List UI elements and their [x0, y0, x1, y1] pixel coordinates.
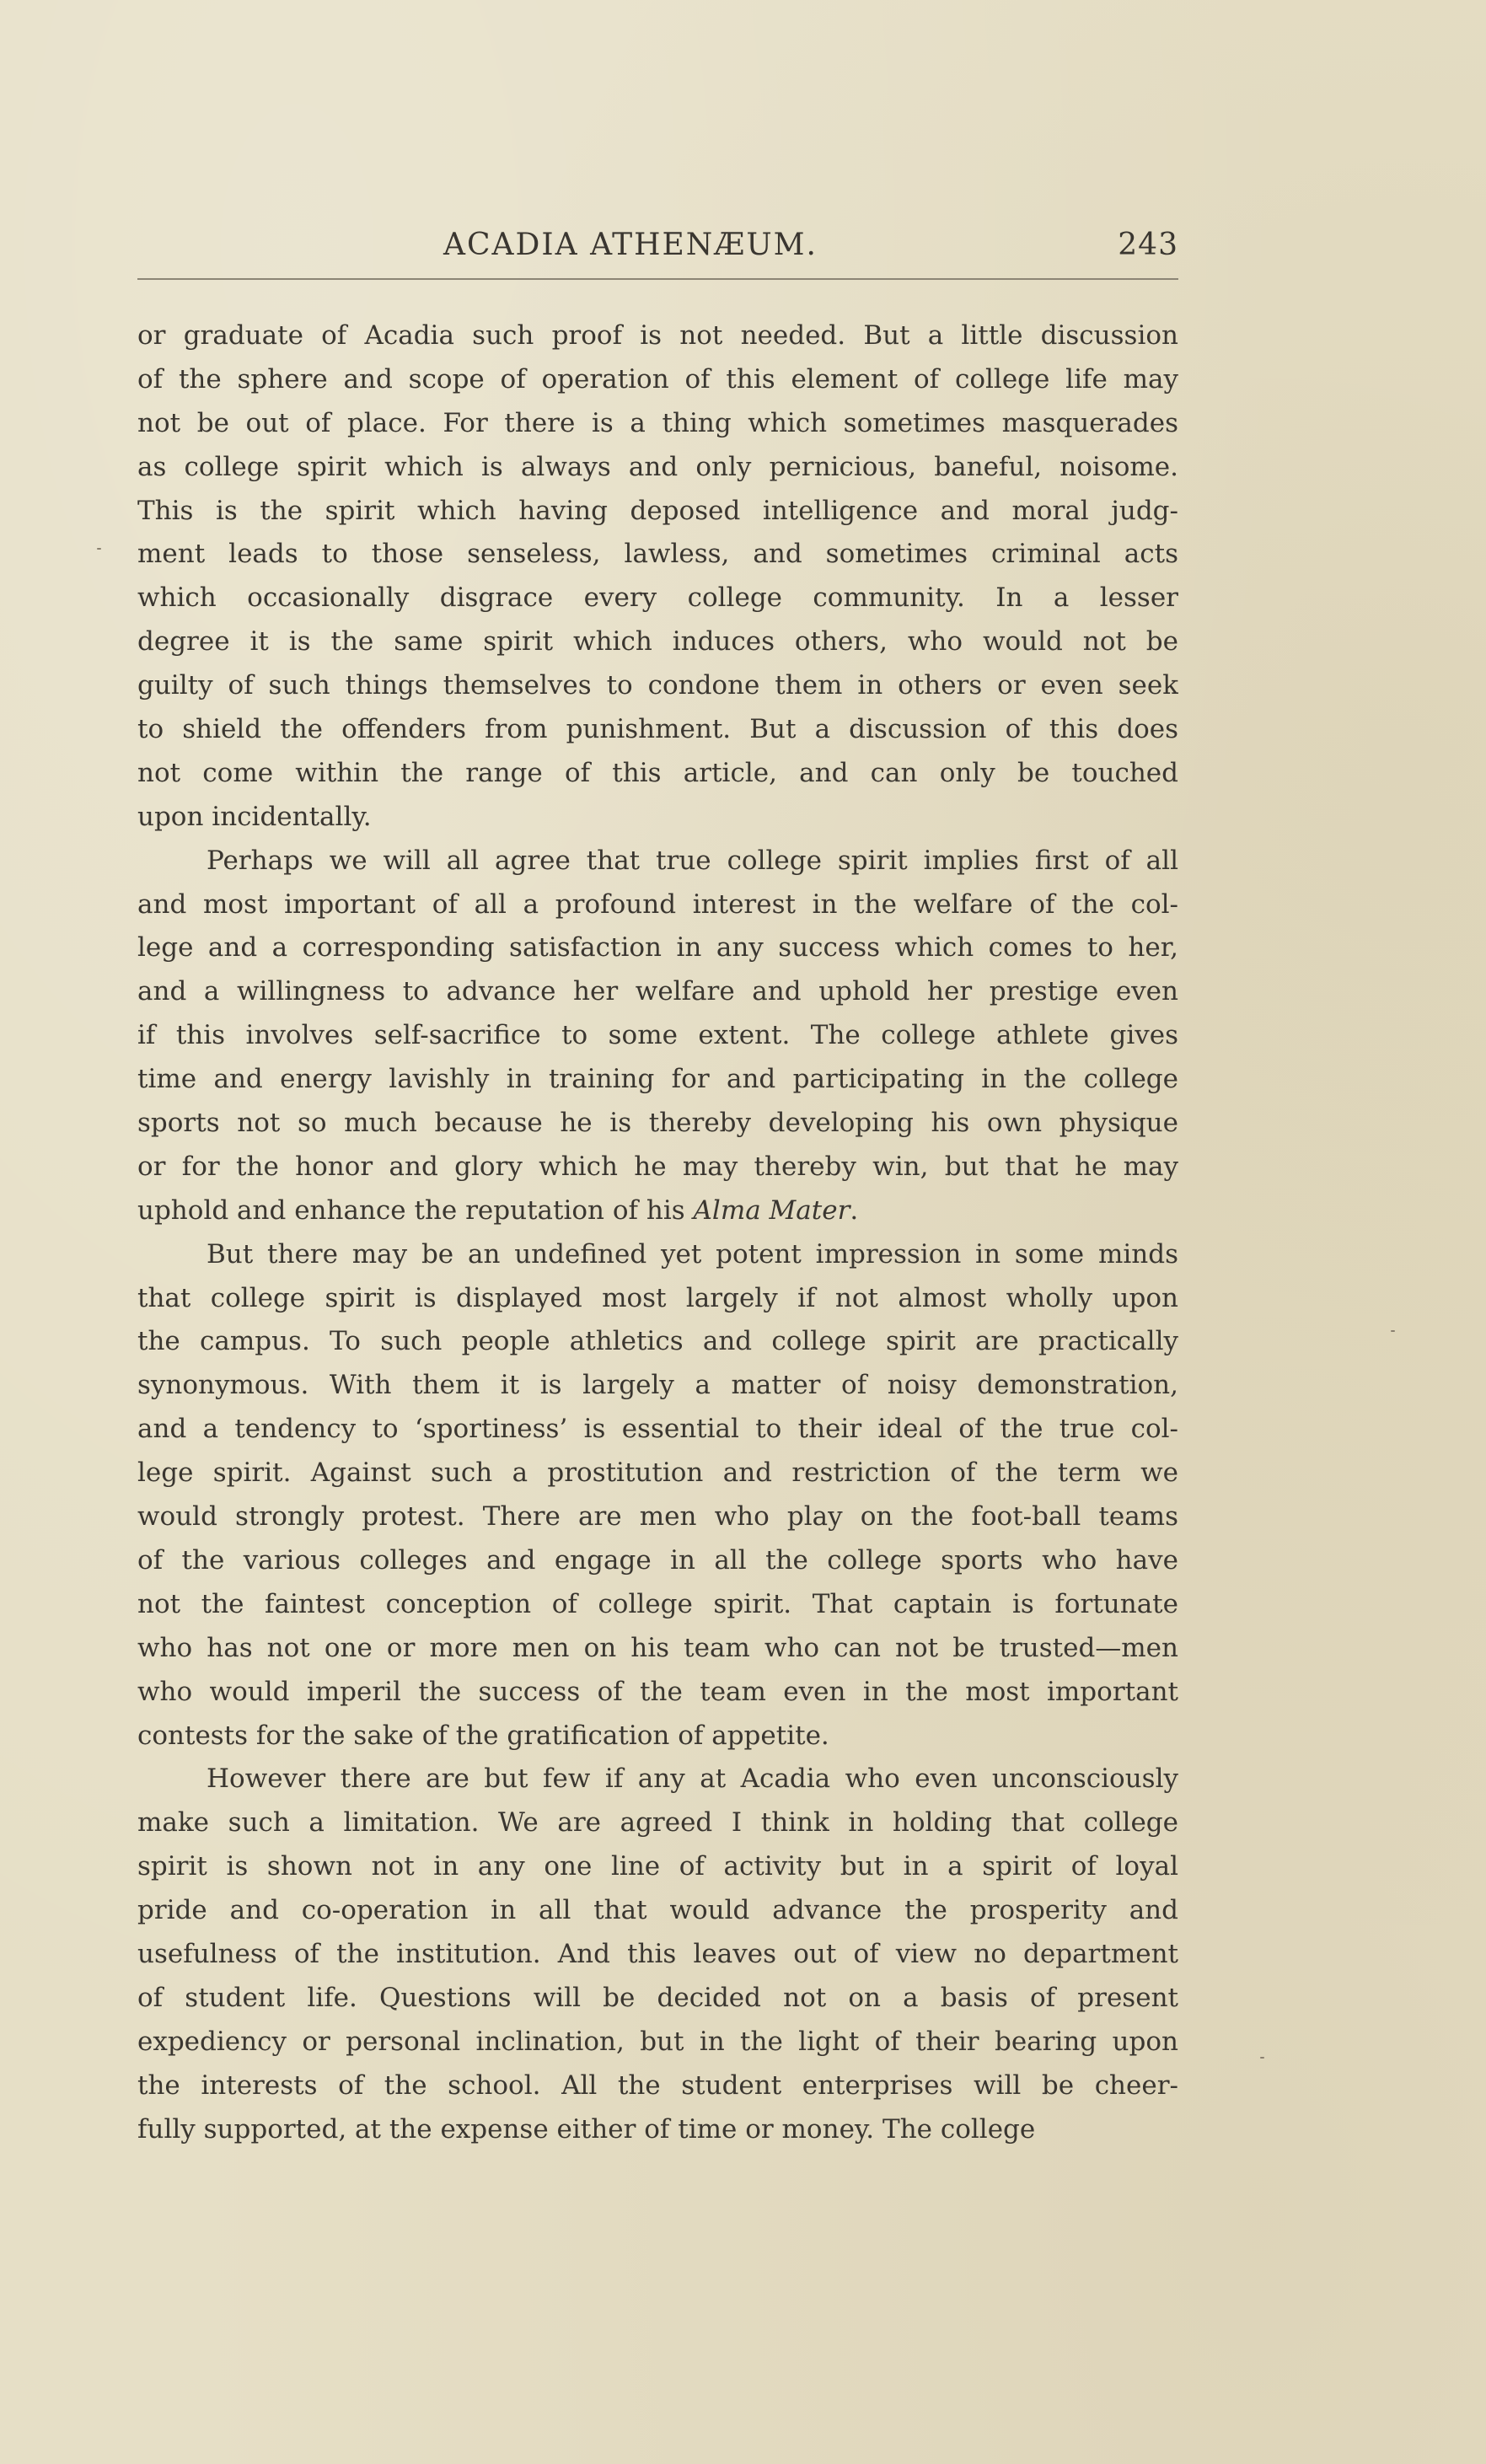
text-line: Perhaps we will all agree that true college spirit implies first of all [207, 845, 1178, 876]
text-line: ment leads to those senseless, lawless, and sometimes criminal acts [137, 539, 1178, 570]
text-line: fully supported, at the expense either of time or money. The college [137, 2113, 1036, 2145]
text-line: not come within the range of this article, and can only be touched [137, 757, 1178, 788]
text-line: to shield the offenders from punishment. But a discussion of this does [137, 714, 1178, 745]
text-line: or for the honor and glory which he may thereby win, but that he may [137, 1151, 1178, 1182]
text-line: upon incidentally. [137, 801, 372, 832]
paragraph [137, 840, 1178, 1233]
text-line: of the various colleges and engage in all the college sports who have [137, 1544, 1178, 1576]
text-line: However there are but few if any at Acadia who even unconsciously [207, 1763, 1178, 1795]
text-line: that college spirit is displayed most largely if not almost wholly upon [137, 1282, 1178, 1313]
text-line: time and energy lavishly in training for and participating in the college [137, 1064, 1178, 1095]
text-line: contests for the sake of the gratification of appetite. [137, 1720, 829, 1751]
text-line: which occasionally disgrace every college community. In a lesser [137, 582, 1178, 614]
text-line: degree it is the same spirit which induces others, who would not be [137, 626, 1178, 658]
text-line: This is the spirit which having deposed intelligence and moral judg- [137, 495, 1178, 526]
text-line: who would imperil the success of the team even in the most important [137, 1676, 1178, 1707]
page-number: 243 [1118, 228, 1178, 262]
text-line: sports not so much because he is thereby developing his own physique [137, 1108, 1178, 1139]
text-line: and most important of all a profound interest in the welfare of the col- [137, 888, 1178, 920]
text-line: if this involves self-sacrifice to some extent. The college athlete gives [137, 1020, 1178, 1051]
text-line: uphold and enhance the reputation of his Alma Mater. [137, 1194, 859, 1226]
text-line: lege and a corresponding satisfaction in any success which comes to her, [137, 932, 1178, 964]
text-line: the interests of the school. All the student enterprises will be cheer- [137, 2069, 1178, 2101]
text-line: as college spirit which is always and only pernicious, baneful, noisome. [137, 451, 1178, 482]
text-line: and a tendency to ‘sportiness’ is essential to their ideal of the true col- [137, 1414, 1178, 1445]
text-line: expediency or personal inclination, but in the light of their bearing upon [137, 2026, 1178, 2057]
margin-speck [1260, 2057, 1264, 2059]
text-line: of student life. Questions will be decided not on a basis of present [137, 1982, 1178, 2013]
text-line: make such a limitation. We are agreed I think in holding that college [137, 1807, 1178, 1839]
page [137, 228, 1178, 2145]
text-line: synonymous. With them it is largely a matter of noisy demonstration, [137, 1370, 1178, 1401]
header-rule [137, 278, 1178, 280]
paragraph [137, 314, 1178, 840]
margin-speck [97, 548, 101, 550]
text-line: guilty of such things themselves to condone them in others or even seek [137, 670, 1178, 701]
margin-speck [1391, 1330, 1395, 1332]
text-line: But there may be an undefined yet potent impression in some minds [207, 1238, 1178, 1270]
text-line: who has not one or more men on his team who can not be trusted—men [137, 1632, 1178, 1663]
text-line: would strongly protest. There are men who play on the foot-ball teams [137, 1501, 1178, 1533]
text-line: of the sphere and scope of operation of this element of college life may [137, 363, 1178, 395]
text-line: pride and co-operation in all that would advance the prosperity and [137, 1895, 1178, 1926]
text-line: the campus. To such people athletics and college spirit are practically [137, 1326, 1178, 1357]
text-line: not be out of place. For there is a thing which sometimes masquerades [137, 407, 1178, 438]
body-text [137, 314, 1178, 2151]
text-line: and a willingness to advance her welfare and uphold her prestige even [137, 976, 1178, 1007]
running-title: ACADIA ATHENÆUM. [443, 228, 818, 262]
paragraph [137, 1758, 1178, 2151]
text-line: lege spirit. Against such a prostitution and restriction of the term we [137, 1457, 1178, 1489]
running-header [137, 228, 1178, 278]
text-line: spirit is shown not in any one line of activity but in a spirit of loyal [137, 1851, 1178, 1882]
text-line: not the faintest conception of college spirit. That captain is fortunate [137, 1588, 1178, 1619]
paragraph [137, 1233, 1178, 1758]
text-line: or graduate of Acadia such proof is not needed. But a little discussion [137, 320, 1178, 351]
text-line: usefulness of the institution. And this leaves out of view no department [137, 1938, 1178, 1969]
